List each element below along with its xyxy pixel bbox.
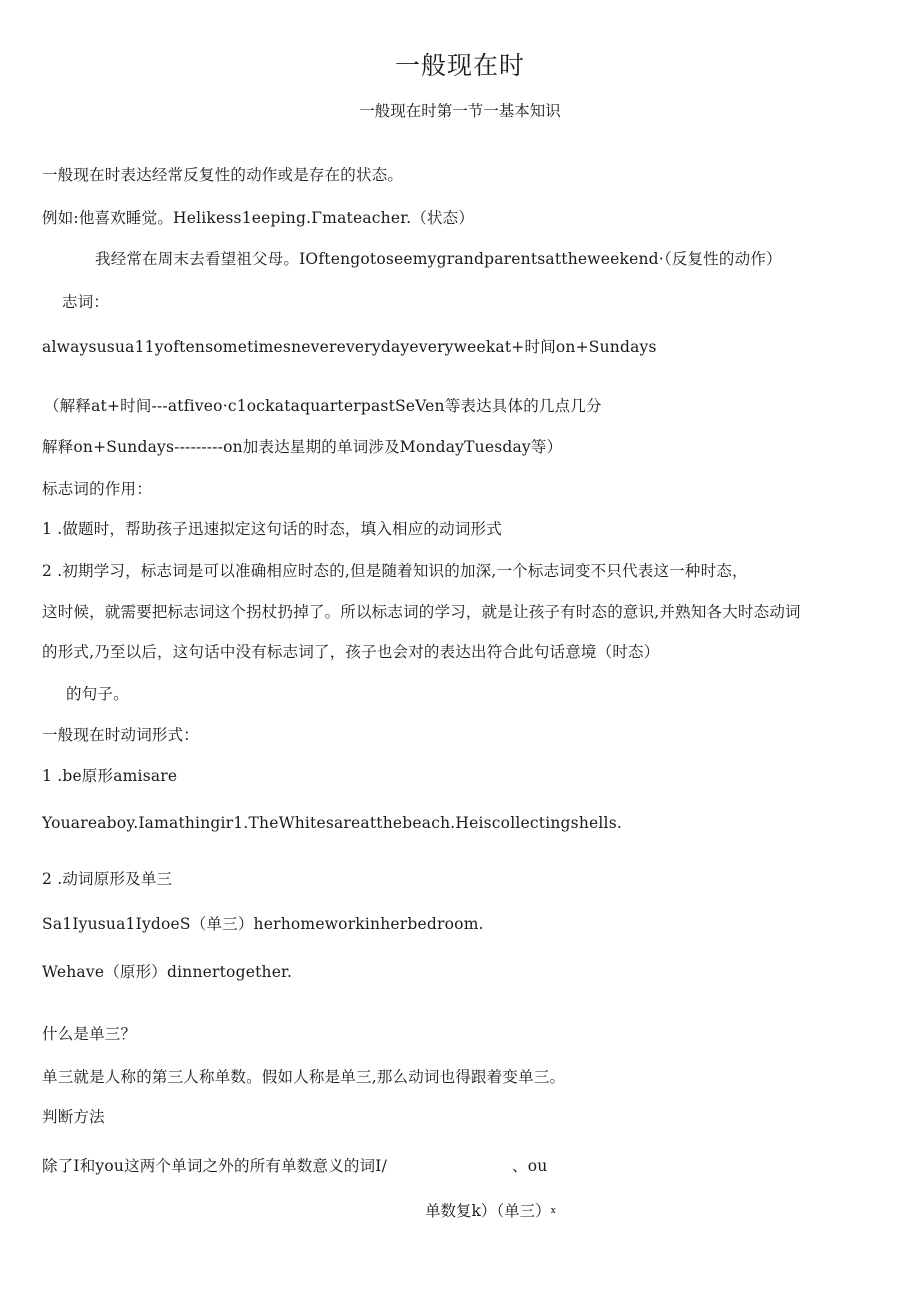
paragraph-definition: 一般现在时表达经常反复性的动作或是存在的状态。 bbox=[42, 166, 404, 184]
paragraph-example-state: 例如:他喜欢睡觉。Helikess1eeping.Γmateacher.（状态） bbox=[42, 209, 475, 227]
explanation-on-sundays: 解释on+Sundays---------on加表达星期的单词涉及MondayTuesday等） bbox=[42, 438, 563, 456]
function-item-1: 1 .做题时，帮助孩子迅速拟定这句话的时态，填入相应的动词形式 bbox=[42, 520, 502, 538]
page-title: 一般现在时 bbox=[394, 51, 525, 80]
verb-form-example-1: Youareaboy.Iamathingir1.TheWhitesareatthebeach.Heiscollectingshells. bbox=[42, 814, 622, 832]
explanation-at-time: （解释at+时间---atfiveo·c1ockataquarterpastSeVen等表达具体的几点几分 bbox=[44, 397, 602, 415]
verb-form-item-2: 2 .动词原形及单三 bbox=[42, 870, 173, 888]
verb-form-example-2: Sa1Iyusua1IydoeS（单三）herhomeworkinherbedroom. bbox=[42, 915, 484, 933]
judgment-method-text bbox=[42, 1156, 547, 1176]
trailing-fragment bbox=[425, 1201, 556, 1221]
page-subtitle: 一般现在时第一节一基本知识 bbox=[359, 102, 561, 120]
heading-verb-forms: 一般现在时动词形式： bbox=[42, 726, 200, 744]
judgment-method-text-part-1: 除了I和you这两个单词之外的所有单数意义的词I/ bbox=[42, 1157, 388, 1175]
trailing-fragment-text: 单数复k）（单三） bbox=[425, 1202, 551, 1220]
verb-form-example-3: Wehave（原形）dinnertogether. bbox=[42, 963, 293, 981]
function-item-2-cont-1: 这时候，就需要把标志词这个拐杖扔掉了。所以标志词的学习，就是让孩子有时态的意识,并熟知各大时态动词 bbox=[42, 603, 801, 621]
heading-third-singular: 什么是单三？ bbox=[42, 1025, 137, 1043]
function-item-2: 2 .初期学习，标志词是可以准确相应时态的,但是随着知识的加深,一个标志词变不只代表这一种时态， bbox=[42, 562, 748, 580]
third-singular-definition: 单三就是人称的第三人称单数。假如人称是单三,那么动词也得跟着变单三。 bbox=[42, 1068, 566, 1086]
function-item-2-cont-2: 的形式,乃至以后，这句话中没有标志词了，孩子也会对的表达出符合此句话意境（时态） bbox=[42, 643, 660, 661]
heading-judgment-method: 判断方法 bbox=[42, 1108, 105, 1126]
signal-words-list: alwaysusua11yoftensometimesnevereverydayeveryweekat+时间on+Sundays bbox=[42, 338, 657, 356]
paragraph-example-repeated: 我经常在周末去看望祖父母。IOftengotoseemygrandparentsattheweekend·（反复性的动作） bbox=[95, 250, 782, 268]
trailing-fragment-mark: x bbox=[550, 1206, 556, 1216]
heading-signal-words: 志词： bbox=[62, 293, 110, 311]
function-item-2-cont-3: 的句子。 bbox=[66, 685, 129, 703]
judgment-method-text-part-2: 、ou bbox=[512, 1157, 548, 1175]
verb-form-item-1: 1 .be原形amisare bbox=[42, 767, 178, 785]
heading-signal-word-function: 标志词的作用： bbox=[42, 480, 152, 498]
